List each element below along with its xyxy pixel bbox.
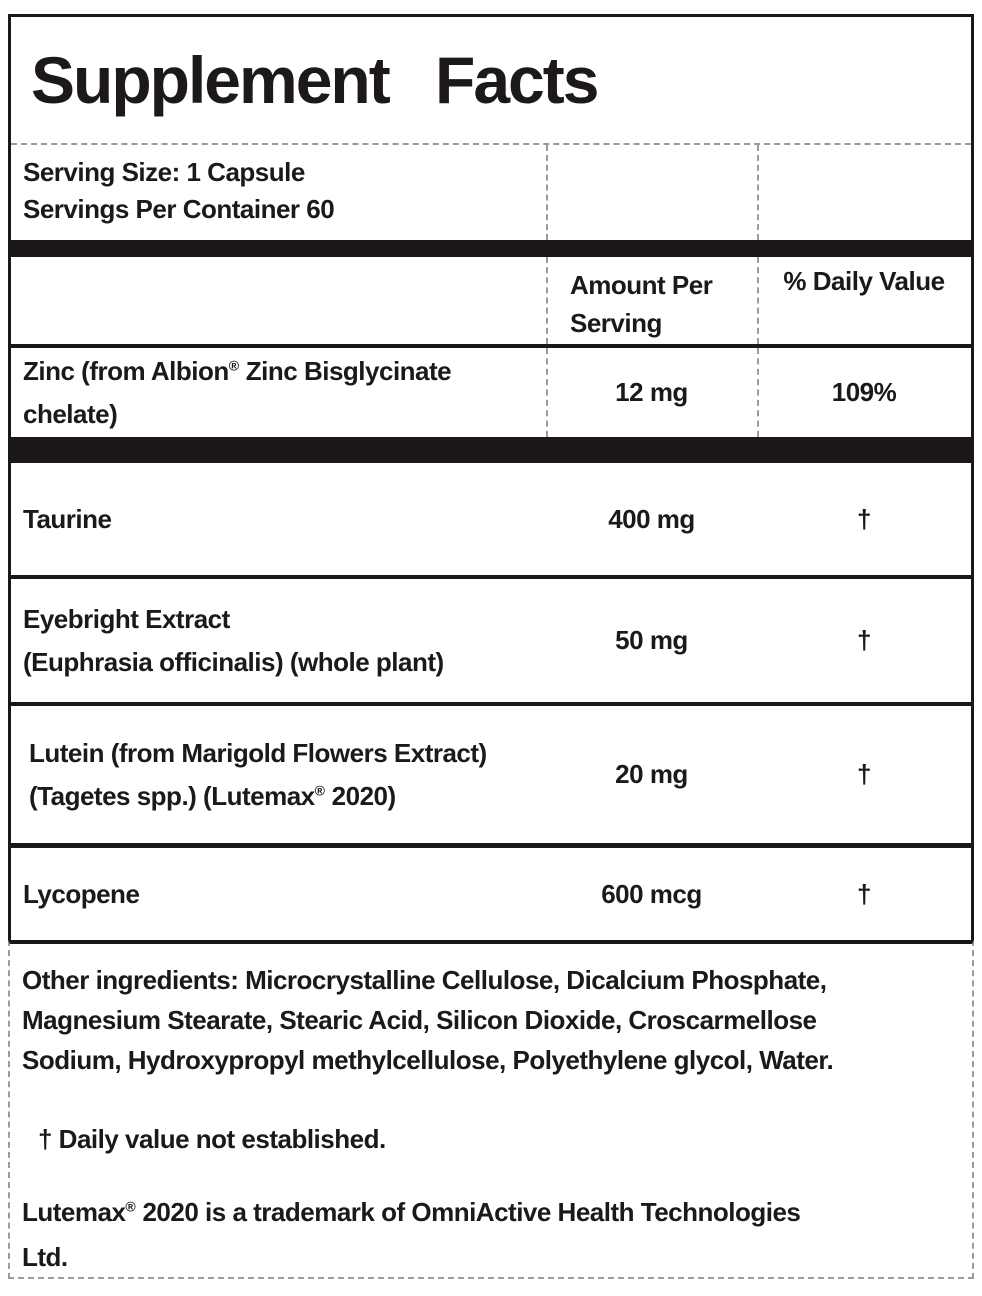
ingredient-amount: 20 mg: [615, 759, 688, 789]
column-divider: [757, 257, 759, 344]
ingredient-name: Zinc (from Albion® Zinc Bisglycinate chelate): [23, 355, 452, 429]
column-divider: [757, 348, 759, 437]
daily-value-footnote: † Daily value not established.: [38, 1124, 386, 1154]
column-divider: [546, 145, 548, 240]
ingredient-amount: 50 mg: [615, 625, 688, 655]
ingredient-daily-value: †: [857, 625, 871, 655]
amount-per-serving-header: Amount Per Serving: [570, 270, 713, 338]
thick-separator-bar: [11, 437, 971, 463]
supplement-facts-label: [8, 14, 974, 1279]
daily-value-header: % Daily Value: [783, 266, 945, 296]
serving-size-line: Serving Size: 1 Capsule: [23, 157, 305, 187]
ingredient-name: Eyebright Extract (Euphrasia officinalis) (whole plant): [23, 603, 444, 677]
footnotes-box: [8, 940, 974, 1279]
ingredient-name: Lycopene: [23, 878, 140, 909]
ingredient-name: Lutein (from Marigold Flowers Extract) (Tagetes spp.) (Lutemax® 2020): [29, 737, 487, 811]
serving-block: [11, 143, 971, 240]
title-block: [11, 17, 971, 143]
ingredient-daily-value: †: [857, 878, 871, 909]
column-divider: [757, 145, 759, 240]
ingredient-amount: 600 mcg: [601, 878, 702, 909]
ingredient-row-lycopene: [11, 848, 971, 940]
ingredient-name: Taurine: [23, 503, 112, 534]
ingredient-row-taurine: [11, 463, 971, 575]
servings-per-container-line: Servings Per Container 60: [23, 194, 335, 224]
column-divider: [546, 257, 548, 344]
ingredient-amount: 12 mg: [615, 377, 688, 407]
column-divider: [546, 348, 548, 437]
ingredient-row-zinc: [11, 348, 971, 437]
ingredient-daily-value: 109%: [831, 377, 897, 407]
ingredient-row-lutein: [11, 706, 971, 843]
header-spacer: [11, 257, 546, 344]
ingredient-daily-value: †: [857, 759, 871, 789]
ingredient-row-eyebright: [11, 579, 971, 702]
trademark-footnote: Lutemax® 2020 is a trademark of OmniActive Health Technologies Ltd.: [22, 1197, 801, 1272]
ingredient-amount: 400 mg: [608, 503, 695, 534]
table-header-row: [11, 257, 971, 344]
thick-separator-bar: [11, 240, 971, 257]
facts-title: Supplement Facts: [31, 43, 598, 117]
other-ingredients-note: Other ingredients: Microcrystalline Cellulose, Dicalcium Phosphate, Magnesium Stearate, Stearic Acid, Silicon Dioxide, Croscarmellose Sodium, Hydroxypropyl methylcellulose, Polyethylene glycol, Water.: [22, 965, 834, 1075]
facts-panel: [8, 14, 974, 940]
ingredient-daily-value: †: [857, 503, 871, 534]
